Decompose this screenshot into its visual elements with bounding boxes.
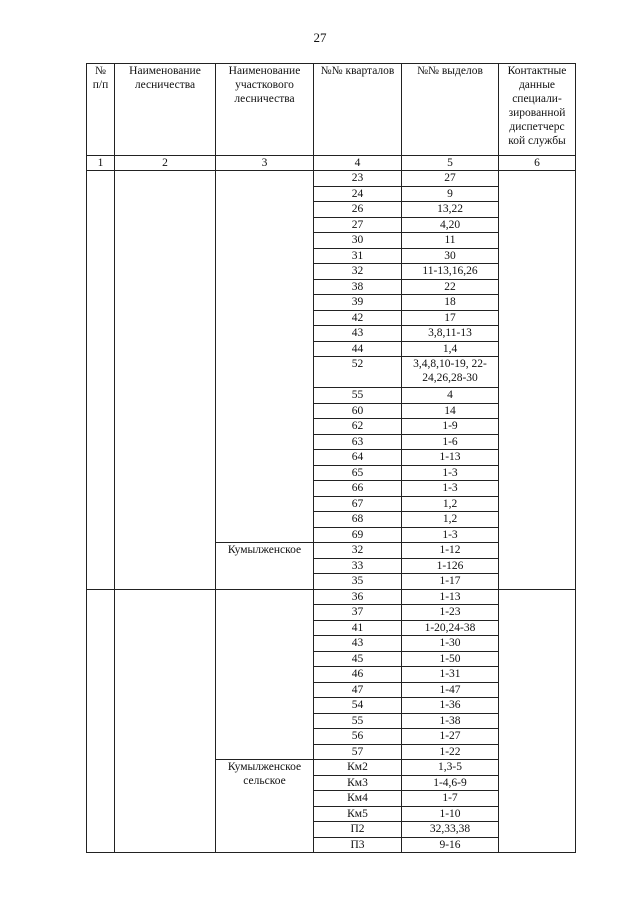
kvartal-cell: 66 bbox=[314, 481, 402, 497]
vydel-cell: 1-31 bbox=[402, 667, 499, 683]
kvartal-cell: П2 bbox=[314, 822, 402, 838]
row-number-cell bbox=[87, 171, 115, 590]
column-number: 1 bbox=[87, 156, 115, 171]
table-row bbox=[87, 589, 576, 605]
forestry-table bbox=[86, 63, 576, 853]
kvartal-cell: 55 bbox=[314, 388, 402, 404]
kvartal-cell: 42 bbox=[314, 310, 402, 326]
vydel-cell: 1-9 bbox=[402, 419, 499, 435]
forestry-name-cell bbox=[115, 171, 216, 590]
contact-cell bbox=[499, 171, 576, 590]
vydel-cell: 1-17 bbox=[402, 574, 499, 590]
column-number-row bbox=[87, 156, 576, 171]
kvartal-cell: 68 bbox=[314, 512, 402, 528]
vydel-cell: 1-7 bbox=[402, 791, 499, 807]
vydel-cell: 3,8,11-13 bbox=[402, 326, 499, 342]
vydel-cell: 18 bbox=[402, 295, 499, 311]
vydel-cell: 22 bbox=[402, 279, 499, 295]
kvartal-cell: 65 bbox=[314, 465, 402, 481]
vydel-cell: 1-22 bbox=[402, 744, 499, 760]
vydel-cell: 1-38 bbox=[402, 713, 499, 729]
kvartal-cell: 47 bbox=[314, 682, 402, 698]
vydel-cell: 1-3 bbox=[402, 527, 499, 543]
vydel-cell: 1-3 bbox=[402, 465, 499, 481]
kvartal-cell: 41 bbox=[314, 620, 402, 636]
vydel-cell: 27 bbox=[402, 171, 499, 187]
vydel-cell: 1-27 bbox=[402, 729, 499, 745]
kvartal-cell: 43 bbox=[314, 326, 402, 342]
kvartal-cell: 30 bbox=[314, 233, 402, 249]
kvartal-cell: П3 bbox=[314, 837, 402, 853]
vydel-cell: 1-47 bbox=[402, 682, 499, 698]
vydel-cell: 9-16 bbox=[402, 837, 499, 853]
table-header bbox=[87, 64, 576, 156]
column-number: 2 bbox=[115, 156, 216, 171]
vydel-cell: 1-36 bbox=[402, 698, 499, 714]
vydel-cell: 1,2 bbox=[402, 512, 499, 528]
kvartal-cell: 31 bbox=[314, 248, 402, 264]
uchastok-cell bbox=[216, 589, 314, 760]
kvartal-cell: 33 bbox=[314, 558, 402, 574]
kvartal-cell: 63 bbox=[314, 434, 402, 450]
vydel-cell: 1-126 bbox=[402, 558, 499, 574]
kvartal-cell: Км3 bbox=[314, 775, 402, 791]
kvartal-cell: 69 bbox=[314, 527, 402, 543]
kvartal-cell: 32 bbox=[314, 543, 402, 559]
vydel-cell: 1-10 bbox=[402, 806, 499, 822]
header-cell: №№ кварталов bbox=[314, 64, 402, 156]
table-body bbox=[87, 156, 576, 853]
kvartal-cell: Км5 bbox=[314, 806, 402, 822]
kvartal-cell: Км2 bbox=[314, 760, 402, 776]
vydel-cell: 32,33,38 bbox=[402, 822, 499, 838]
header-cell: Контактные данные специали- зированной диспетчерс кой службы bbox=[499, 64, 576, 156]
kvartal-cell: 54 bbox=[314, 698, 402, 714]
kvartal-cell: 46 bbox=[314, 667, 402, 683]
vydel-cell: 1-23 bbox=[402, 605, 499, 621]
contact-cell bbox=[499, 589, 576, 853]
kvartal-cell: 43 bbox=[314, 636, 402, 652]
kvartal-cell: 37 bbox=[314, 605, 402, 621]
kvartal-cell: 23 bbox=[314, 171, 402, 187]
kvartal-cell: 35 bbox=[314, 574, 402, 590]
column-number: 5 bbox=[402, 156, 499, 171]
vydel-cell: 9 bbox=[402, 186, 499, 202]
kvartal-cell: 52 bbox=[314, 357, 402, 388]
column-number: 3 bbox=[216, 156, 314, 171]
vydel-cell: 11-13,16,26 bbox=[402, 264, 499, 280]
kvartal-cell: 27 bbox=[314, 217, 402, 233]
kvartal-cell: 56 bbox=[314, 729, 402, 745]
kvartal-cell: 39 bbox=[314, 295, 402, 311]
vydel-cell: 1-4,6-9 bbox=[402, 775, 499, 791]
vydel-cell: 14 bbox=[402, 403, 499, 419]
kvartal-cell: 57 bbox=[314, 744, 402, 760]
vydel-cell: 1,3-5 bbox=[402, 760, 499, 776]
row-number-cell bbox=[87, 589, 115, 853]
vydel-cell: 13,22 bbox=[402, 202, 499, 218]
kvartal-cell: 64 bbox=[314, 450, 402, 466]
vydel-cell: 1-3 bbox=[402, 481, 499, 497]
header-cell: № п/п bbox=[87, 64, 115, 156]
vydel-cell: 1-20,24-38 bbox=[402, 620, 499, 636]
kvartal-cell: 32 bbox=[314, 264, 402, 280]
column-number: 4 bbox=[314, 156, 402, 171]
header-cell: Наименование участкового лесничества bbox=[216, 64, 314, 156]
table-row bbox=[87, 171, 576, 187]
vydel-cell: 30 bbox=[402, 248, 499, 264]
forestry-name-cell bbox=[115, 589, 216, 853]
vydel-cell: 1-50 bbox=[402, 651, 499, 667]
kvartal-cell: 36 bbox=[314, 589, 402, 605]
kvartal-cell: 60 bbox=[314, 403, 402, 419]
vydel-cell: 1-6 bbox=[402, 434, 499, 450]
header-cell: №№ выделов bbox=[402, 64, 499, 156]
kvartal-cell: 44 bbox=[314, 341, 402, 357]
vydel-cell: 1,2 bbox=[402, 496, 499, 512]
column-number: 6 bbox=[499, 156, 576, 171]
vydel-cell: 1-30 bbox=[402, 636, 499, 652]
header-cell: Наименование лесничества bbox=[115, 64, 216, 156]
kvartal-cell: Км4 bbox=[314, 791, 402, 807]
kvartal-cell: 62 bbox=[314, 419, 402, 435]
vydel-cell: 1,4 bbox=[402, 341, 499, 357]
vydel-cell: 1-12 bbox=[402, 543, 499, 559]
vydel-cell: 3,4,8,10-19, 22-24,26,28-30 bbox=[402, 357, 499, 388]
kvartal-cell: 67 bbox=[314, 496, 402, 512]
uchastok-cell: Кумылженское сельское bbox=[216, 760, 314, 853]
vydel-cell: 17 bbox=[402, 310, 499, 326]
kvartal-cell: 45 bbox=[314, 651, 402, 667]
vydel-cell: 4,20 bbox=[402, 217, 499, 233]
kvartal-cell: 38 bbox=[314, 279, 402, 295]
uchastok-cell: Кумылженское bbox=[216, 543, 314, 590]
kvartal-cell: 55 bbox=[314, 713, 402, 729]
kvartal-cell: 26 bbox=[314, 202, 402, 218]
vydel-cell: 1-13 bbox=[402, 450, 499, 466]
kvartal-cell: 24 bbox=[314, 186, 402, 202]
vydel-cell: 4 bbox=[402, 388, 499, 404]
vydel-cell: 1-13 bbox=[402, 589, 499, 605]
vydel-cell: 11 bbox=[402, 233, 499, 249]
page-number: 27 bbox=[313, 30, 327, 45]
uchastok-cell bbox=[216, 171, 314, 543]
